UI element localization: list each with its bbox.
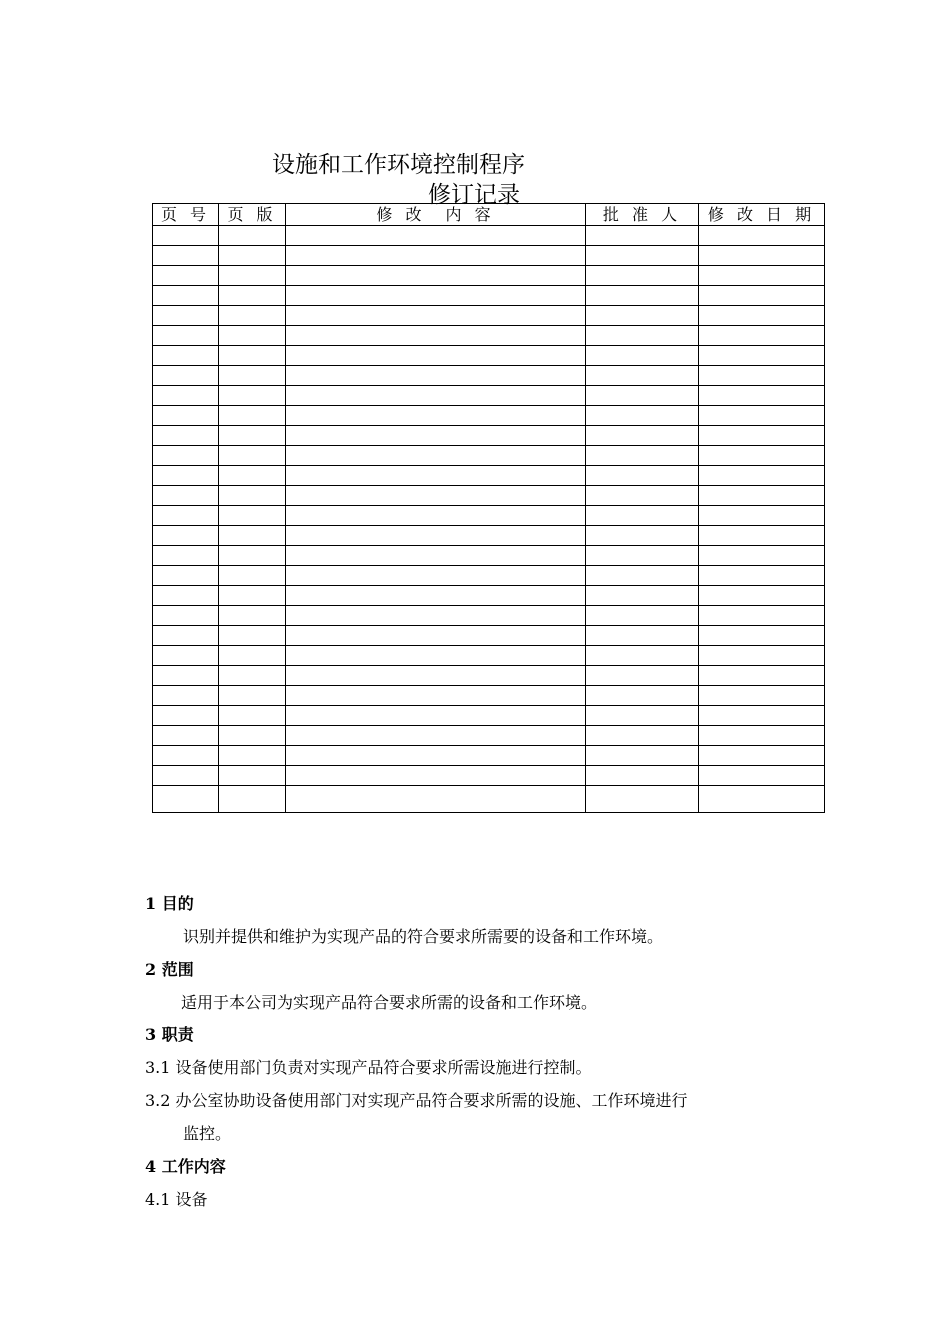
table-cell	[586, 526, 699, 546]
table-cell	[699, 686, 825, 706]
table-cell	[219, 466, 286, 486]
table-cell	[153, 786, 219, 813]
table-cell	[586, 226, 699, 246]
table-cell	[219, 486, 286, 506]
table-cell	[586, 466, 699, 486]
table-cell	[586, 646, 699, 666]
table-cell	[586, 566, 699, 586]
table-cell	[219, 586, 286, 606]
table-cell	[286, 406, 586, 426]
table-cell	[586, 786, 699, 813]
table-cell	[699, 366, 825, 386]
table-cell	[153, 766, 219, 786]
table-cell	[586, 386, 699, 406]
table-cell	[286, 426, 586, 446]
table-cell	[586, 766, 699, 786]
revision-table-header	[153, 204, 825, 226]
table-cell	[286, 606, 586, 626]
table-cell	[586, 446, 699, 466]
section-4-heading: 4 工作内容	[145, 1157, 226, 1176]
table-row	[153, 426, 825, 446]
table-cell	[153, 226, 219, 246]
table-cell	[699, 426, 825, 446]
table-cell	[153, 586, 219, 606]
col-change-content: 修 改 内 容	[286, 204, 586, 226]
table-cell	[219, 426, 286, 446]
table-cell	[699, 586, 825, 606]
table-row	[153, 326, 825, 346]
table-cell	[153, 486, 219, 506]
table-cell	[286, 386, 586, 406]
table-cell	[699, 566, 825, 586]
table-cell	[153, 426, 219, 446]
table-cell	[286, 506, 586, 526]
table-cell	[286, 566, 586, 586]
table-cell	[286, 526, 586, 546]
table-cell	[219, 366, 286, 386]
table-row	[153, 266, 825, 286]
table-cell	[286, 246, 586, 266]
table-cell	[586, 506, 699, 526]
table-cell	[153, 666, 219, 686]
table-cell	[586, 266, 699, 286]
table-cell	[586, 706, 699, 726]
table-cell	[153, 546, 219, 566]
table-cell	[286, 286, 586, 306]
table-cell	[586, 726, 699, 746]
table-cell	[699, 406, 825, 426]
table-cell	[286, 666, 586, 686]
table-cell	[699, 446, 825, 466]
table-cell	[699, 786, 825, 813]
table-cell	[219, 506, 286, 526]
table-cell	[699, 526, 825, 546]
table-cell	[286, 586, 586, 606]
table-row	[153, 566, 825, 586]
table-row	[153, 346, 825, 366]
table-row	[153, 726, 825, 746]
table-row	[153, 226, 825, 246]
table-cell	[586, 286, 699, 306]
table-cell	[153, 646, 219, 666]
table-cell	[586, 746, 699, 766]
table-cell	[153, 626, 219, 646]
section-2-text: 适用于本公司为实现产品符合要求所需的设备和工作环境。	[181, 993, 598, 1012]
table-cell	[219, 646, 286, 666]
table-cell	[286, 726, 586, 746]
section-4-1-text: 4.1 设备	[145, 1190, 208, 1209]
col-page-number: 页 号	[153, 204, 219, 226]
table-cell	[219, 446, 286, 466]
table-cell	[586, 426, 699, 446]
table-cell	[219, 746, 286, 766]
table-row	[153, 686, 825, 706]
table-cell	[586, 586, 699, 606]
table-row	[153, 746, 825, 766]
table-cell	[153, 506, 219, 526]
table-cell	[286, 486, 586, 506]
table-cell	[153, 446, 219, 466]
table-cell	[219, 526, 286, 546]
table-cell	[153, 266, 219, 286]
table-cell	[153, 386, 219, 406]
table-cell	[219, 726, 286, 746]
table-cell	[219, 326, 286, 346]
table-row	[153, 366, 825, 386]
table-cell	[219, 346, 286, 366]
table-cell	[286, 766, 586, 786]
revision-table-body	[153, 226, 825, 813]
table-cell	[699, 266, 825, 286]
table-cell	[219, 686, 286, 706]
table-cell	[286, 346, 586, 366]
table-cell	[219, 286, 286, 306]
table-cell	[219, 666, 286, 686]
table-cell	[699, 466, 825, 486]
table-cell	[286, 646, 586, 666]
table-cell	[286, 786, 586, 813]
col-approver: 批 准 人	[586, 204, 699, 226]
table-cell	[586, 326, 699, 346]
table-cell	[286, 706, 586, 726]
table-cell	[219, 266, 286, 286]
table-cell	[153, 406, 219, 426]
table-cell	[699, 306, 825, 326]
table-cell	[286, 686, 586, 706]
table-row	[153, 786, 825, 813]
table-cell	[286, 626, 586, 646]
table-cell	[699, 766, 825, 786]
table-cell	[153, 526, 219, 546]
table-cell	[699, 326, 825, 346]
table-cell	[286, 326, 586, 346]
table-cell	[219, 246, 286, 266]
table-cell	[219, 386, 286, 406]
table-cell	[219, 766, 286, 786]
table-cell	[286, 266, 586, 286]
section-3-heading: 3 职责	[145, 1025, 194, 1044]
table-cell	[153, 706, 219, 726]
table-cell	[586, 626, 699, 646]
table-cell	[699, 506, 825, 526]
table-row	[153, 606, 825, 626]
section-1-text: 识别并提供和维护为实现产品的符合要求所需要的设备和工作环境。	[183, 927, 664, 946]
table-cell	[586, 606, 699, 626]
table-cell	[586, 366, 699, 386]
table-row	[153, 526, 825, 546]
col-change-date: 修 改 日 期	[699, 204, 825, 226]
table-cell	[153, 246, 219, 266]
table-row	[153, 286, 825, 306]
table-cell	[699, 486, 825, 506]
table-cell	[699, 646, 825, 666]
table-cell	[586, 666, 699, 686]
table-cell	[153, 286, 219, 306]
table-cell	[219, 606, 286, 626]
table-row	[153, 406, 825, 426]
table-row	[153, 246, 825, 266]
table-row	[153, 546, 825, 566]
table-cell	[699, 546, 825, 566]
table-cell	[219, 406, 286, 426]
table-cell	[219, 786, 286, 813]
table-row	[153, 466, 825, 486]
table-cell	[699, 726, 825, 746]
table-row	[153, 306, 825, 326]
table-row	[153, 766, 825, 786]
table-cell	[699, 346, 825, 366]
table-cell	[219, 306, 286, 326]
table-cell	[586, 406, 699, 426]
table-cell	[699, 706, 825, 726]
table-cell	[153, 606, 219, 626]
table-cell	[699, 666, 825, 686]
section-1-heading: 1 目的	[145, 894, 194, 913]
table-cell	[219, 626, 286, 646]
table-row	[153, 646, 825, 666]
table-cell	[699, 606, 825, 626]
table-cell	[153, 346, 219, 366]
document-title: 设施和工作环境控制程序	[272, 152, 525, 178]
table-cell	[699, 746, 825, 766]
table-cell	[586, 246, 699, 266]
table-cell	[286, 466, 586, 486]
table-row	[153, 486, 825, 506]
table-cell	[286, 746, 586, 766]
table-row	[153, 506, 825, 526]
section-3-1-text: 3.1 设备使用部门负责对实现产品符合要求所需设施进行控制。	[145, 1058, 592, 1077]
table-cell	[699, 386, 825, 406]
table-cell	[219, 566, 286, 586]
table-cell	[153, 366, 219, 386]
table-cell	[699, 286, 825, 306]
table-row	[153, 446, 825, 466]
table-cell	[586, 486, 699, 506]
table-cell	[153, 686, 219, 706]
table-cell	[586, 686, 699, 706]
table-cell	[153, 306, 219, 326]
table-cell	[219, 546, 286, 566]
revision-record-heading: 修订记录	[428, 182, 520, 208]
table-cell	[153, 746, 219, 766]
section-3-2-continuation: 监控。	[183, 1124, 232, 1143]
table-cell	[153, 466, 219, 486]
col-page-version: 页 版	[219, 204, 286, 226]
table-cell	[153, 326, 219, 346]
table-cell	[286, 366, 586, 386]
table-cell	[153, 726, 219, 746]
table-cell	[586, 346, 699, 366]
table-cell	[153, 566, 219, 586]
table-cell	[586, 546, 699, 566]
section-3-2-text: 3.2 办公室协助设备使用部门对实现产品符合要求所需的设施、工作环境进行	[145, 1091, 688, 1110]
section-2-heading: 2 范围	[145, 960, 194, 979]
table-cell	[286, 226, 586, 246]
table-cell	[699, 626, 825, 646]
table-row	[153, 626, 825, 646]
table-cell	[286, 546, 586, 566]
table-row	[153, 706, 825, 726]
table-cell	[286, 306, 586, 326]
table-row	[153, 586, 825, 606]
table-row	[153, 386, 825, 406]
table-cell	[219, 226, 286, 246]
table-row	[153, 666, 825, 686]
table-cell	[219, 706, 286, 726]
table-cell	[699, 246, 825, 266]
table-cell	[699, 226, 825, 246]
table-cell	[286, 446, 586, 466]
table-cell	[586, 306, 699, 326]
revision-table	[152, 203, 825, 813]
